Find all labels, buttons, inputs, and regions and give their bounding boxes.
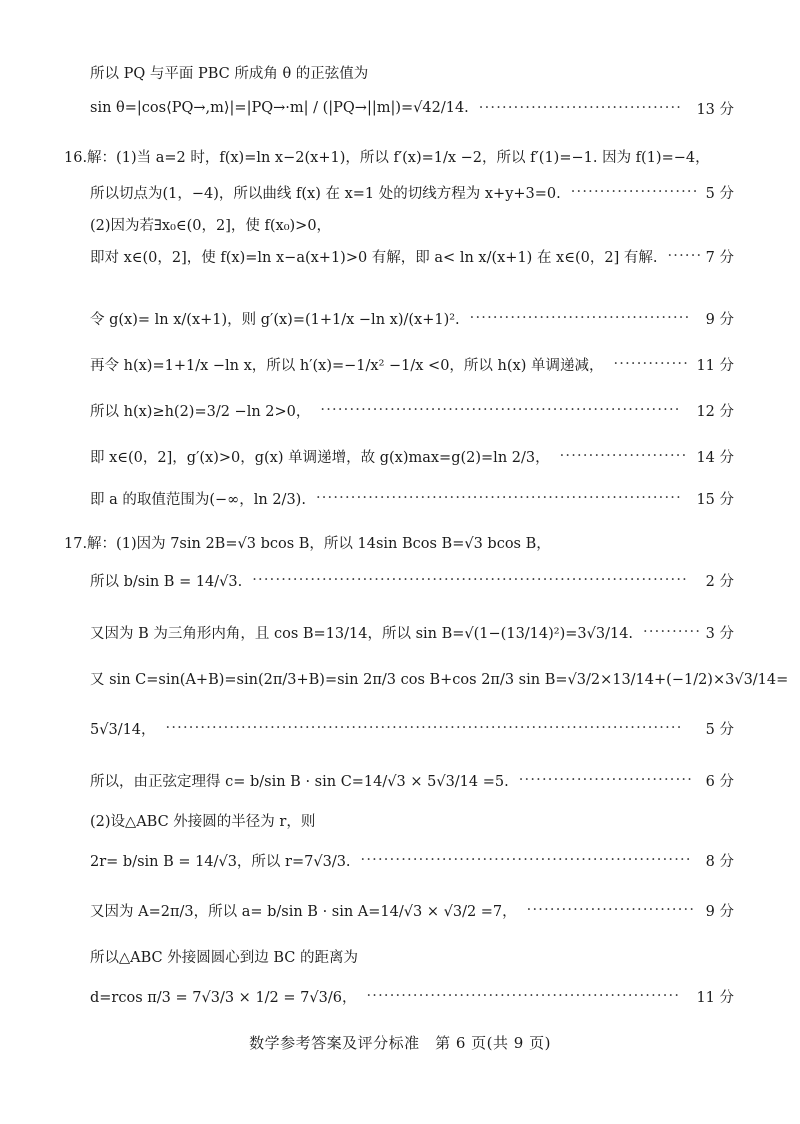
line-text: 再令 h(x)=1+1/x −ln x，所以 h′(x)=−1/x² −1/x <0，所以 h(x) 单调递减，: [90, 357, 604, 374]
dot-leader: ······················: [559, 448, 688, 464]
score-points: 9 分: [705, 903, 734, 920]
line-text: 所以 b/sin B = 14/√3.: [90, 573, 243, 590]
line-text: 所以切点为(1，−4)，所以曲线 f(x) 在 x=1 处的切线方程为 x+y+3=0.: [90, 185, 561, 202]
line-text: 即 a 的取值范围为(−∞，ln 2/3).: [90, 491, 306, 508]
score-points: 14 分: [696, 449, 734, 466]
score-points: 5 分: [705, 185, 734, 202]
solution-line: [0, 298, 800, 338]
line-text: 即对 x∈(0，2]，使 f(x)=ln x−a(x+1)>0 有解，即 a< ln x/(x+1) 在 x∈(0，2] 有解.: [90, 249, 658, 266]
solution-line: [0, 936, 800, 976]
dot-leader: ··········: [643, 624, 702, 640]
solution-line: [0, 976, 800, 1016]
score-points: 6 分: [705, 773, 734, 790]
dot-leader: ······: [667, 248, 703, 264]
solution-line: [0, 840, 800, 880]
solution-line: [0, 612, 800, 652]
line-text: 又因为 A=2π/3，所以 a= b/sin B · sin A=14/√3 × √3/2 =7，: [90, 903, 517, 920]
score-points: 5 分: [705, 721, 734, 738]
score-points: 15 分: [696, 491, 734, 508]
score-points: 2 分: [705, 573, 734, 590]
solution-line: [0, 344, 800, 384]
solution-line: [0, 890, 800, 930]
line-text: 所以 h(x)≥h(2)=3/2 −ln 2>0，: [90, 403, 311, 420]
dot-leader: ···································: [478, 100, 683, 116]
dot-leader: ······························································: [320, 402, 681, 418]
line-text: (2)设△ABC 外接圆的半径为 r，则: [90, 813, 316, 830]
score-points: 11 分: [696, 357, 734, 374]
solution-line: [0, 436, 800, 476]
solution-line: [0, 708, 800, 748]
line-text: sin θ=|cos⟨PQ→,m⟩|=|PQ→·m| / (|PQ→||m|)=√42/14.: [90, 100, 469, 116]
solution-line: [0, 522, 800, 562]
dot-leader: ······························: [518, 772, 694, 788]
line-text: 又 sin C=sin(A+B)=sin(2π/3+B)=sin 2π/3 cos B+cos 2π/3 sin B=√3/2×13/14+(−1/2)×3√3/14=: [90, 671, 789, 688]
solution-line: [0, 658, 800, 698]
line-text: 又因为 B 为三角形内角，且 cos B=13/14，所以 sin B=√(1−(13/14)²)=3√3/14.: [90, 625, 634, 642]
dot-leader: ······················································: [366, 988, 681, 1004]
solution-line: [0, 800, 800, 840]
score-points: 8 分: [705, 853, 734, 870]
solution-line: [0, 390, 800, 430]
score-points: 13 分: [696, 101, 734, 118]
line-text: 所以△ABC 外接圆圆心到边 BC 的距离为: [90, 949, 358, 966]
line-text: d=rcos π/3 = 7√3/3 × 1/2 = 7√3/6，: [90, 989, 357, 1006]
page-footer: 数学参考答案及评分标准 第 6 页(共 9 页): [249, 1033, 551, 1052]
solution-line: [0, 136, 800, 176]
solution-line: [0, 760, 800, 800]
solution-line: [0, 52, 800, 92]
solution-line: [0, 88, 800, 128]
dot-leader: ·························································································: [165, 720, 683, 736]
line-text: (2)因为若∃x₀∈(0，2]，使 f(x₀)>0，: [90, 217, 332, 234]
score-points: 9 分: [705, 311, 734, 328]
score-points: 12 分: [696, 403, 734, 420]
solution-line: [0, 560, 800, 600]
score-points: 11 分: [696, 989, 734, 1006]
dot-leader: ·······························································: [315, 490, 682, 506]
dot-leader: ·············: [613, 356, 690, 372]
dot-leader: ······································: [469, 310, 691, 326]
dot-leader: ·····························: [526, 902, 696, 918]
line-text: 17.解：(1)因为 7sin 2B=√3 bcos B，所以 14sin Bcos B=√3 bcos B，: [64, 535, 551, 552]
line-text: 令 g(x)= ln x/(x+1)，则 g′(x)=(1+1/x −ln x)/(x+1)².: [90, 311, 460, 328]
dot-leader: ······················: [570, 184, 699, 200]
line-text: 2r= b/sin B = 14/√3，所以 r=7√3/3.: [90, 853, 351, 870]
line-text: 所以，由正弦定理得 c= b/sin B · sin C=14/√3 × 5√3/14 =5.: [90, 773, 509, 790]
score-points: 3 分: [705, 625, 734, 642]
line-text: 即 x∈(0，2]，g′(x)>0，g(x) 单调递增，故 g(x)max=g(2)=ln 2/3，: [90, 449, 550, 466]
line-text: 16.解：(1)当 a=2 时，f(x)=ln x−2(x+1)，所以 f′(x)=1/x −2，所以 f′(1)=−1. 因为 f(1)=−4，: [64, 149, 710, 166]
score-points: 7 分: [705, 249, 734, 266]
solution-line: [0, 236, 800, 276]
solution-line: [0, 478, 800, 518]
dot-leader: ·························································: [360, 852, 692, 868]
dot-leader: ···········································································: [252, 572, 688, 588]
line-text: 所以 PQ 与平面 PBC 所成角 θ 的正弦值为: [90, 65, 369, 82]
line-text: 5√3/14，: [90, 721, 156, 738]
